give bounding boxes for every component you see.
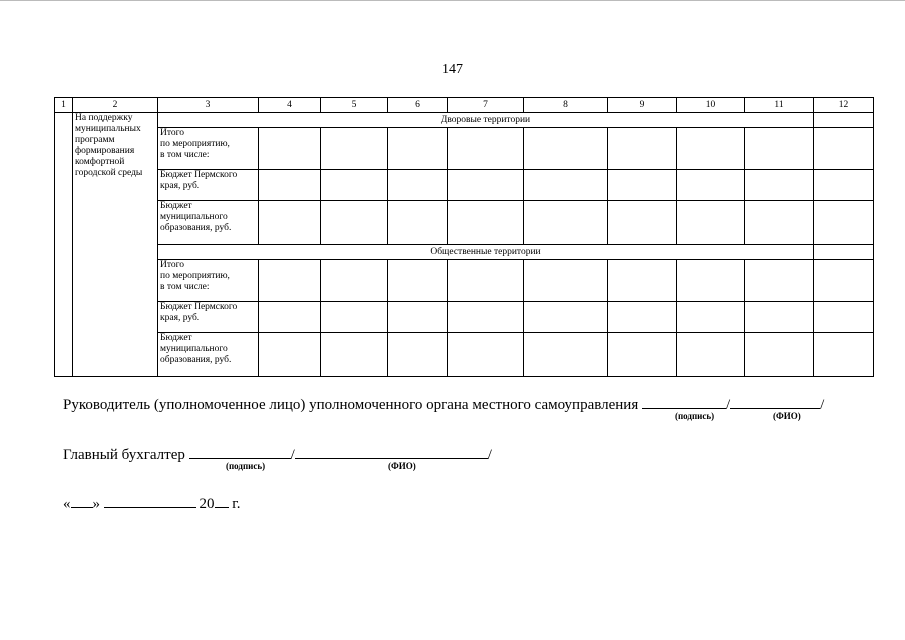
table-cell (814, 302, 874, 333)
row-label: Бюджет Пермского края, руб. (158, 170, 259, 201)
head-name-blank[interactable] (730, 394, 820, 409)
head-signature-blank[interactable] (642, 394, 726, 409)
table-cell (814, 260, 874, 302)
table-cell (814, 201, 874, 245)
table-cell (388, 170, 448, 201)
table-cell (524, 302, 608, 333)
head-signature-caption: (подпись) (675, 411, 715, 421)
slash: / (725, 397, 731, 413)
column-number: 8 (524, 98, 608, 113)
column-number: 6 (388, 98, 448, 113)
table-cell (321, 302, 388, 333)
table-row (55, 260, 874, 302)
table-cell (745, 333, 814, 377)
table-row (55, 333, 874, 377)
table-row (55, 302, 874, 333)
table-cell (608, 260, 677, 302)
head-title: Руководитель (уполномоченное лицо) уполномоченного органа местного самоуправления (63, 397, 639, 413)
close-quote: » (92, 496, 100, 512)
table-cell (814, 170, 874, 201)
slash: / (290, 447, 295, 463)
table-row (55, 128, 874, 170)
year-prefix: 20 (199, 496, 215, 512)
table-cell (388, 128, 448, 170)
table-cell (388, 260, 448, 302)
table-cell (745, 128, 814, 170)
row-label: Итого по мероприятию, в том числе: (158, 260, 259, 302)
table-cell (677, 302, 745, 333)
date-line (63, 493, 240, 513)
section-title: Дворовые территории (158, 113, 814, 128)
table-cell (677, 128, 745, 170)
section-title: Общественные территории (158, 245, 814, 260)
table-cell (524, 260, 608, 302)
program-label: На поддержку муниципальных программ формирования комфортной городской среды (73, 113, 158, 377)
table-cell (608, 201, 677, 245)
table-cell (608, 128, 677, 170)
table-cell (814, 333, 874, 377)
column-number: 12 (814, 98, 874, 113)
row-number-cell (55, 113, 73, 377)
table-cell (321, 201, 388, 245)
table-cell (259, 170, 321, 201)
year-blank[interactable] (215, 493, 229, 508)
column-number: 10 (677, 98, 745, 113)
table-cell (388, 333, 448, 377)
table-cell (524, 201, 608, 245)
top-border (0, 0, 905, 1)
table-row (55, 201, 874, 245)
column-number: 11 (745, 98, 814, 113)
table-cell (259, 260, 321, 302)
column-number: 5 (321, 98, 388, 113)
table-cell (814, 113, 874, 128)
table-row (55, 170, 874, 201)
table-cell (677, 170, 745, 201)
column-number: 2 (73, 98, 158, 113)
column-number: 7 (448, 98, 524, 113)
column-number: 4 (259, 98, 321, 113)
table-cell (814, 245, 874, 260)
table-cell (259, 201, 321, 245)
row-label: Итого по мероприятию, в том числе: (158, 128, 259, 170)
section-header-row (55, 245, 874, 260)
table-cell (259, 333, 321, 377)
column-number: 1 (55, 98, 73, 113)
section-header-row (55, 113, 874, 128)
page-number: 147 (442, 62, 463, 77)
table-cell (448, 260, 524, 302)
slash: / (487, 447, 492, 463)
accountant-signature-caption: (подпись) (226, 461, 266, 471)
accountant-name-blank[interactable] (295, 444, 488, 459)
table-cell (388, 302, 448, 333)
table-cell (448, 128, 524, 170)
column-number: 9 (608, 98, 677, 113)
slash: / (820, 397, 825, 413)
table-cell (448, 170, 524, 201)
table-body (55, 98, 874, 377)
table-cell (608, 333, 677, 377)
table-cell (259, 302, 321, 333)
table-cell (608, 302, 677, 333)
row-label: Бюджет муниципального образования, руб. (158, 201, 259, 245)
budget-table (54, 97, 874, 377)
row-label: Бюджет Пермского края, руб. (158, 302, 259, 333)
table-cell (745, 170, 814, 201)
table-cell (524, 333, 608, 377)
table-cell (448, 333, 524, 377)
table-cell (814, 128, 874, 170)
table-cell (321, 128, 388, 170)
table-cell (608, 170, 677, 201)
year-suffix: г. (232, 496, 241, 512)
table-cell (745, 260, 814, 302)
table-cell (745, 201, 814, 245)
table-cell (677, 260, 745, 302)
day-blank[interactable] (71, 493, 93, 508)
row-label: Бюджет муниципального образования, руб. (158, 333, 259, 377)
table-cell (259, 128, 321, 170)
table-cell (524, 128, 608, 170)
open-quote: « (63, 496, 71, 512)
column-number: 3 (158, 98, 259, 113)
accountant-name-caption: (ФИО) (388, 461, 416, 471)
table-cell (745, 302, 814, 333)
table-cell (448, 201, 524, 245)
head-name-caption: (ФИО) (773, 411, 801, 421)
table-cell (677, 333, 745, 377)
table-cell (524, 170, 608, 201)
table-cell (388, 201, 448, 245)
table-cell (321, 260, 388, 302)
accountant-signature-blank[interactable] (189, 444, 291, 459)
table-cell (321, 170, 388, 201)
accountant-signature-line (63, 444, 492, 464)
month-blank[interactable] (104, 493, 196, 508)
table-cell (448, 302, 524, 333)
column-number-row (55, 98, 874, 113)
table-cell (321, 333, 388, 377)
table-cell (677, 201, 745, 245)
accountant-title: Главный бухгалтер (63, 447, 185, 463)
